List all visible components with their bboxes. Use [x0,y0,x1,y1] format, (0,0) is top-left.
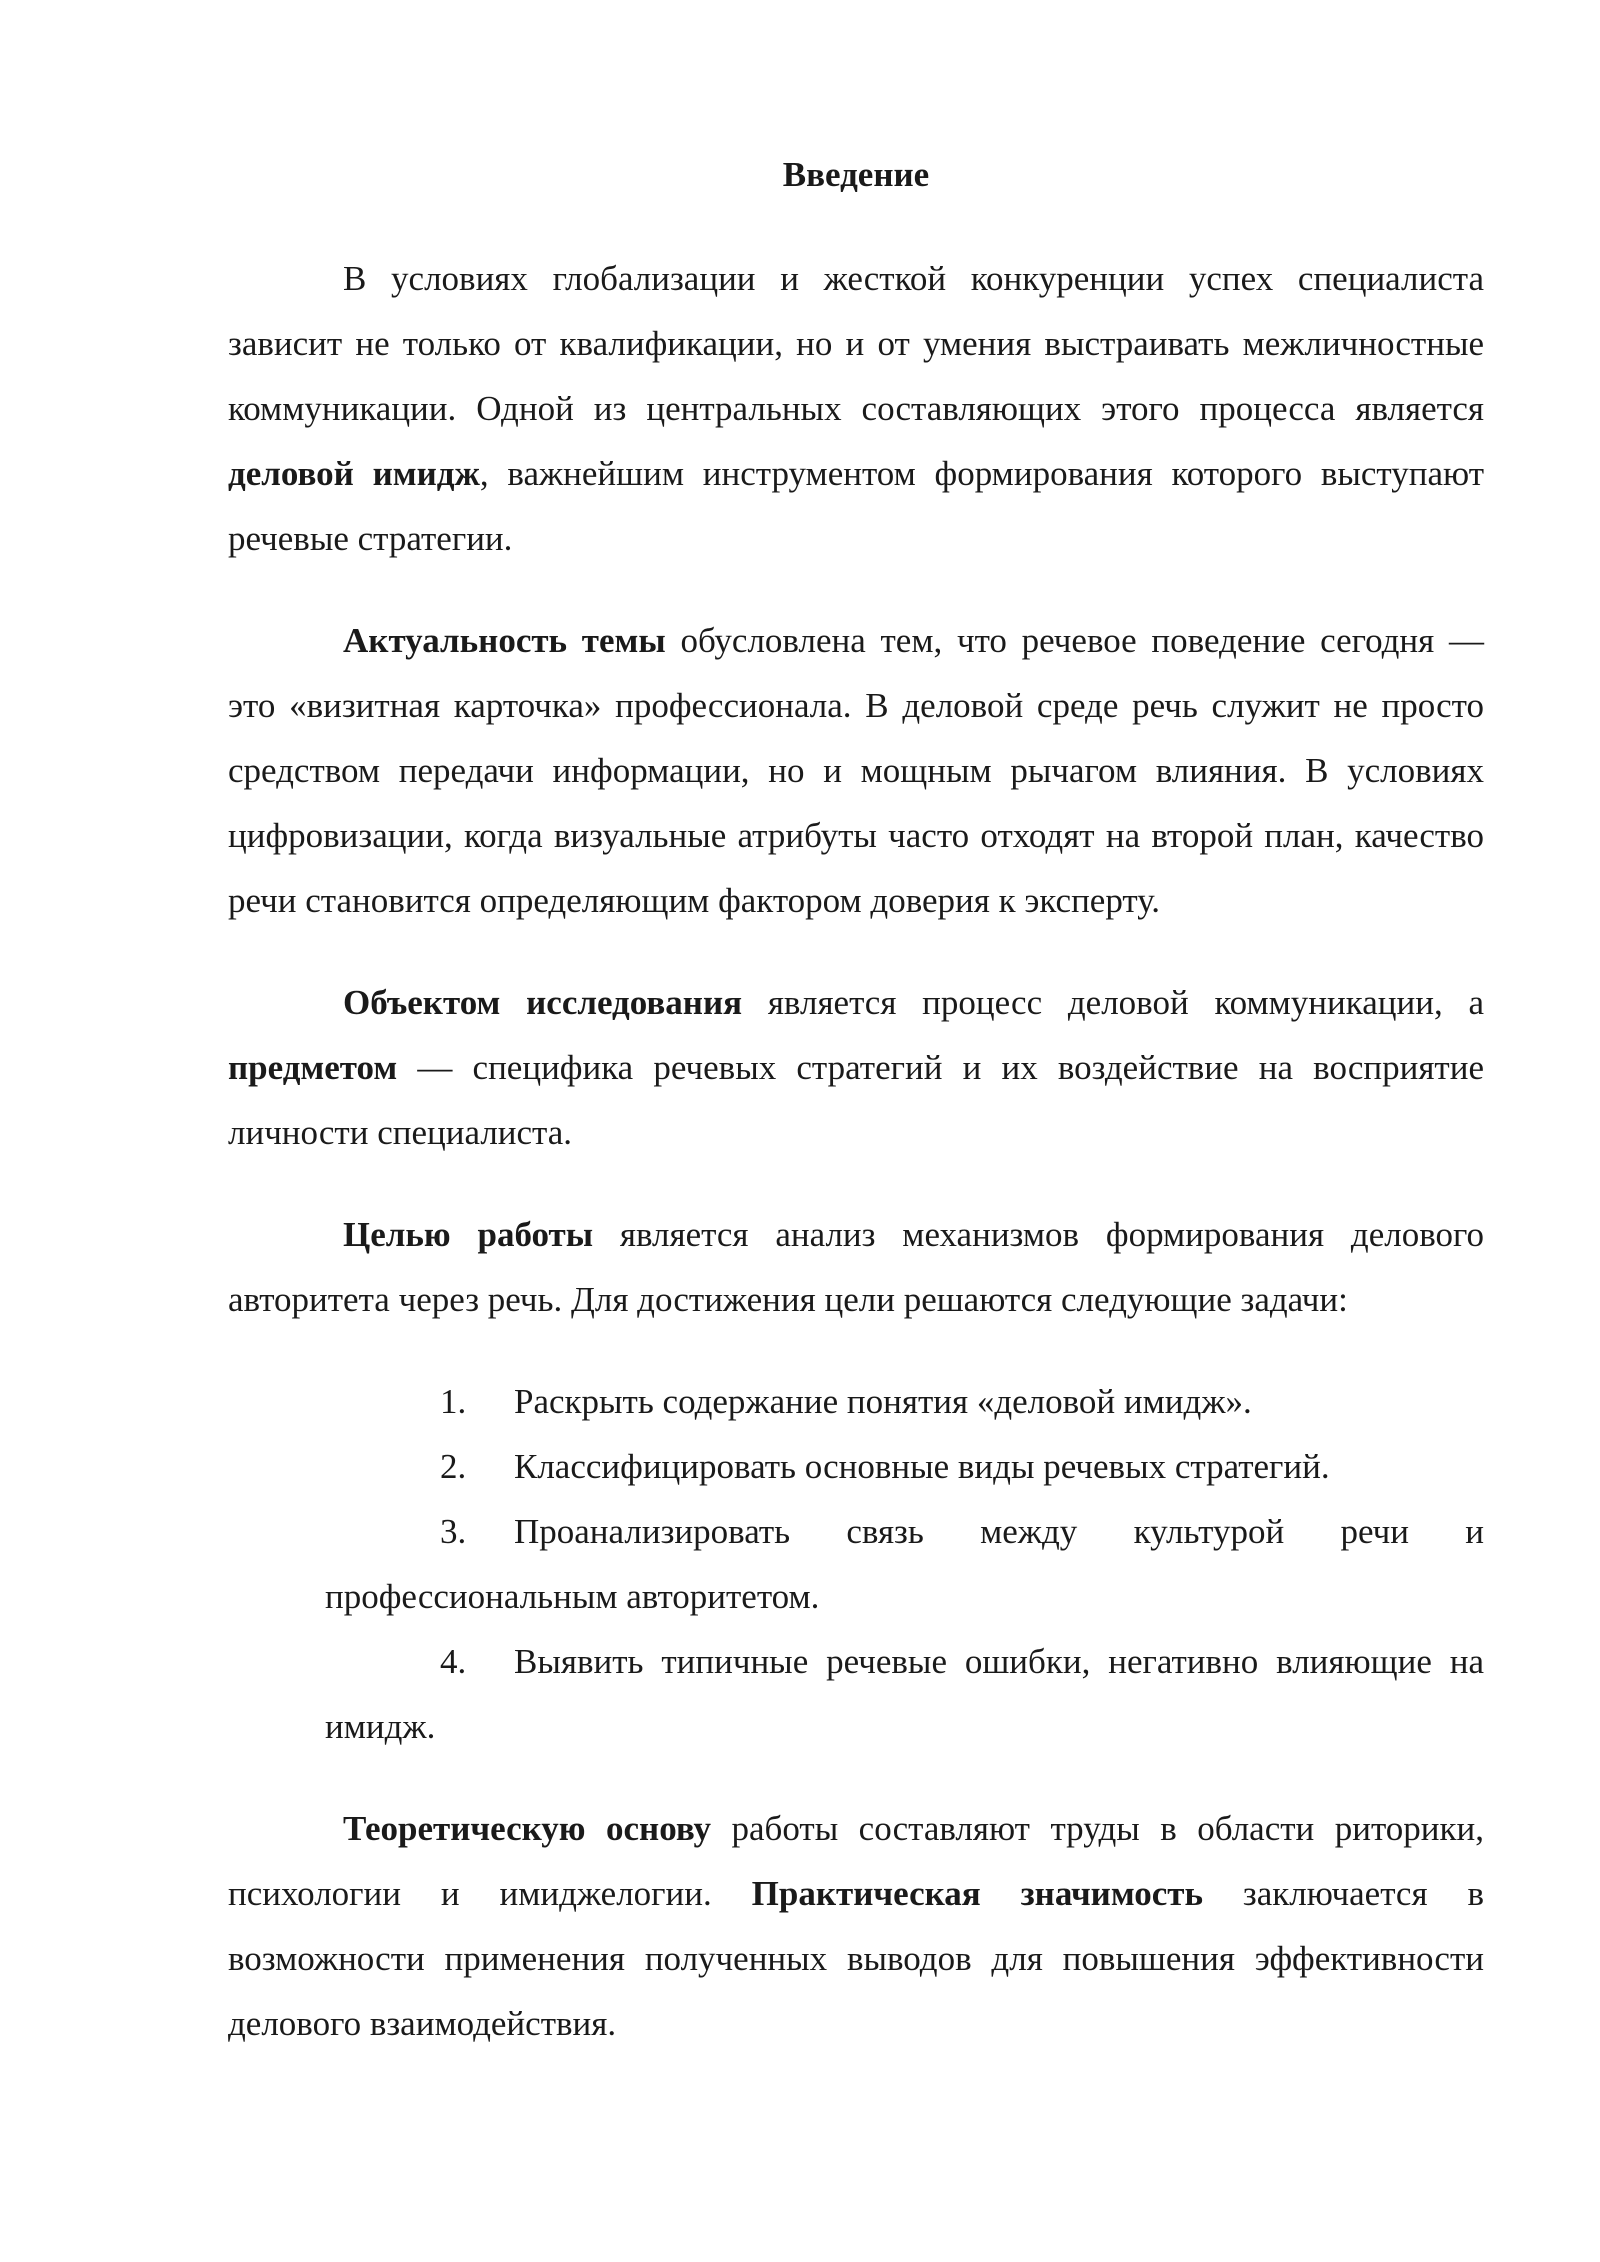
list-item [325,1369,1484,1434]
theory-bold-term: Теоретическую основу [343,1809,712,1848]
intro-bold-term: деловой имидж [228,454,480,493]
relevance-text: обусловлена тем, что речевое поведение сегодня — это «визитная карточка» профессионала. В деловой среде речь служит не просто средством передачи информации, но и мощным рычагом влияния. В условиях цифровизации, когда визуальные атрибуты часто отходят на второй план, качество речи становится определяющим фактором доверия к эксперту. [228,621,1484,920]
goal-paragraph [228,1202,1484,1332]
list-item [325,1434,1484,1499]
list-item-text: Раскрыть содержание понятия «деловой имидж». [514,1382,1252,1421]
object-paragraph [228,970,1484,1165]
document-title: Введение [782,155,930,194]
list-item [325,1629,1484,1759]
list-item-number: 4. [440,1642,467,1681]
list-item-text: Проанализировать связь между культурой речи и профессиональным авторитетом. [325,1512,1484,1616]
significance-bold-term: Практическая значимость [751,1874,1203,1913]
intro-text-2: , важнейшим инструментом формирования которого выступают речевые стратегии. [228,454,1484,558]
intro-paragraph [228,246,1484,571]
list-item-number: 2. [440,1447,467,1486]
intro-text-1: В условиях глобализации и жесткой конкуренции успех специалиста зависит не только от квалификации, но и от умения выстраивать межличностные коммуникации. Одной из центральных составляющих этого процесса является [228,259,1484,428]
theory-paragraph [228,1796,1484,2056]
list-item-text: Классифицировать основные виды речевых стратегий. [514,1447,1330,1486]
theory-text-2: заключается в возможности применения полученных выводов для повышения эффективности делового взаимодействия. [228,1874,1485,2043]
object-text-2: — специфика речевых стратегий и их воздействие на восприятие личности специалиста. [228,1048,1484,1152]
relevance-paragraph [228,608,1484,933]
list-item-text: Выявить типичные речевые ошибки, негативно влияющие на имидж. [325,1642,1484,1746]
theory-text-1: работы составляют труды в области риторики, психологии и имиджелогии. [228,1809,1485,1913]
goal-text: является анализ механизмов формирования делового авторитета через речь. Для достижения цели решаются следующие задачи: [228,1215,1484,1319]
list-item [325,1499,1484,1629]
object-bold-term: Объектом исследования [343,983,743,1022]
list-item-number: 1. [440,1382,467,1421]
object-text-1: является процесс деловой коммуникации, а [742,983,1484,1022]
task-list [228,1369,1484,1759]
document-page [228,150,1484,2093]
subject-bold-term: предметом [228,1048,398,1087]
list-item-number: 3. [440,1512,467,1551]
relevance-bold-term: Актуальность темы [343,621,666,660]
goal-bold-term: Целью работы [343,1215,594,1254]
